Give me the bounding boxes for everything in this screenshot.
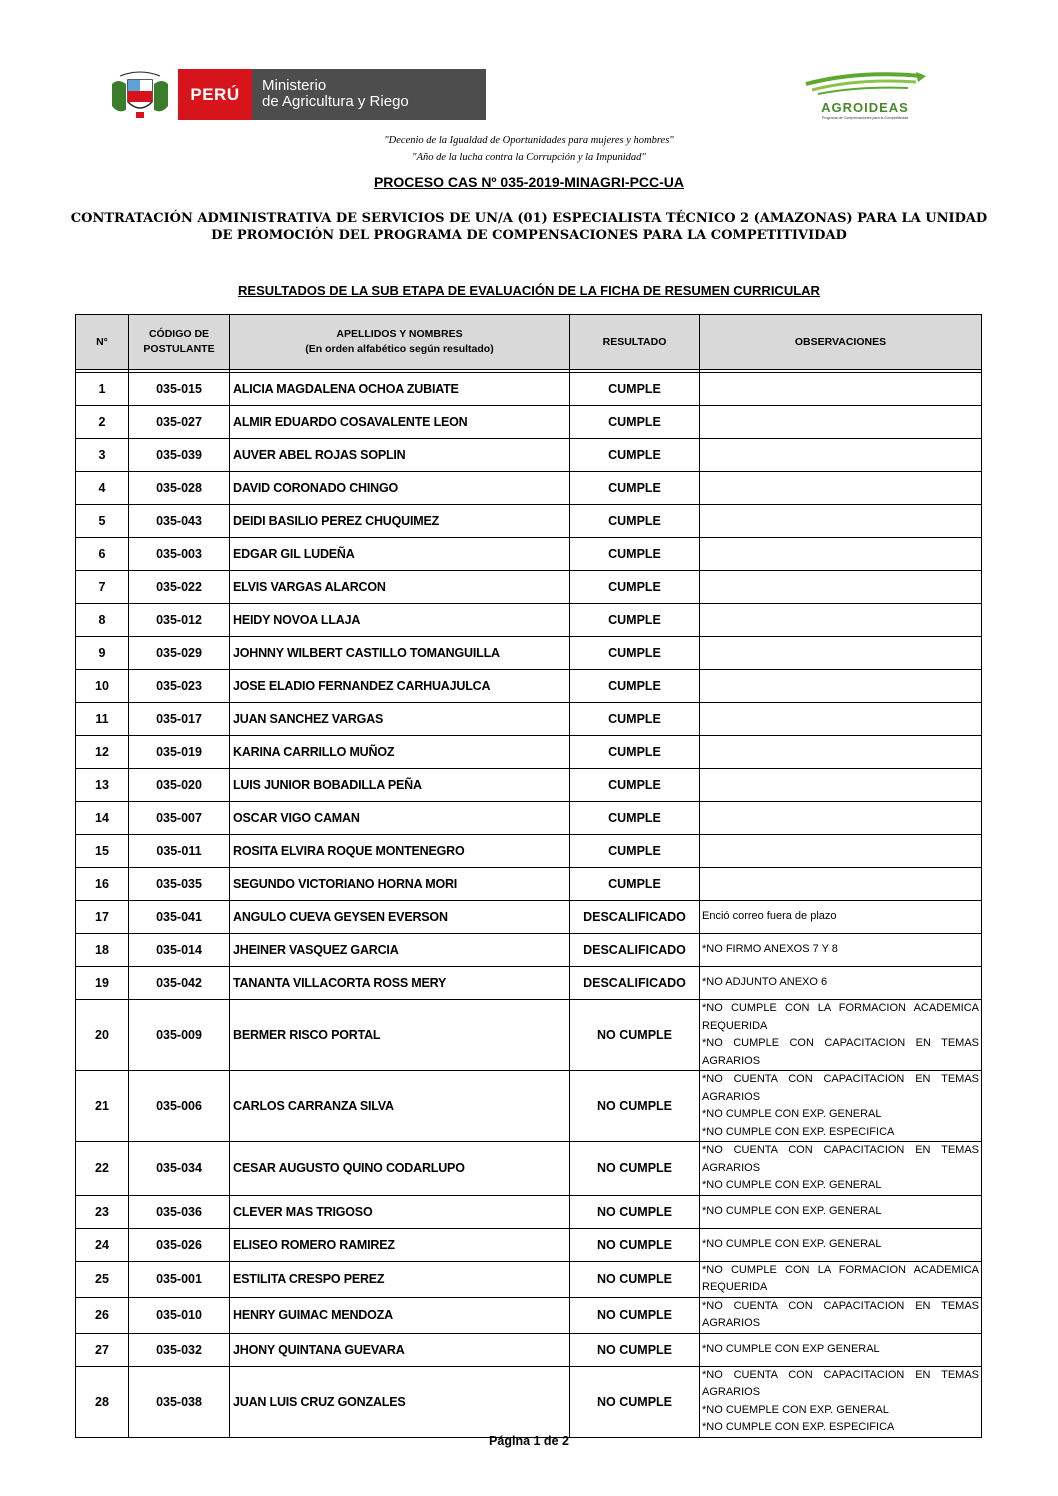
table-row xyxy=(76,1333,982,1366)
table-row xyxy=(76,1142,982,1196)
row-number: 13 xyxy=(76,769,129,802)
row-result: CUMPLE xyxy=(570,604,700,637)
row-result: CUMPLE xyxy=(570,769,700,802)
row-code: 035-010 xyxy=(129,1297,230,1333)
row-observations xyxy=(700,1261,982,1297)
row-code: 035-009 xyxy=(129,1000,230,1071)
row-observations xyxy=(700,835,982,868)
row-observations xyxy=(700,1366,982,1437)
observation-line: *NO CUEMPLE CON EXP. GENERAL xyxy=(702,1403,889,1416)
results-title: RESULTADOS DE LA SUB ETAPA DE EVALUACIÓN DE LA FICHA DE RESUMEN CURRICULAR xyxy=(238,283,820,298)
row-name: AUVER ABEL ROJAS SOPLIN xyxy=(230,439,570,472)
row-observations xyxy=(700,901,982,934)
row-result: NO CUMPLE xyxy=(570,1071,700,1142)
row-number: 9 xyxy=(76,637,129,670)
row-name: SEGUNDO VICTORIANO HORNA MORI xyxy=(230,868,570,901)
row-result: NO CUMPLE xyxy=(570,1261,700,1297)
row-result: CUMPLE xyxy=(570,802,700,835)
table-row xyxy=(76,472,982,505)
table-row xyxy=(76,604,982,637)
row-name: ALMIR EDUARDO COSAVALENTE LEON xyxy=(230,406,570,439)
row-observations xyxy=(700,1142,982,1196)
row-name: ELVIS VARGAS ALARCON xyxy=(230,571,570,604)
peru-coat-of-arms-icon xyxy=(108,70,172,120)
row-number: 26 xyxy=(76,1297,129,1333)
table-row xyxy=(76,934,982,967)
row-number: 5 xyxy=(76,505,129,538)
row-observations xyxy=(700,802,982,835)
row-number: 12 xyxy=(76,736,129,769)
observation-line: *NO CUENTA CON CAPACITACION EN TEMAS AGRARIOS xyxy=(702,1299,979,1329)
row-number: 28 xyxy=(76,1366,129,1437)
row-number: 15 xyxy=(76,835,129,868)
row-observations xyxy=(700,769,982,802)
row-result: CUMPLE xyxy=(570,571,700,604)
row-observations xyxy=(700,472,982,505)
row-number: 21 xyxy=(76,1071,129,1142)
row-name: ELISEO ROMERO RAMIREZ xyxy=(230,1228,570,1261)
row-name: HEIDY NOVOA LLAJA xyxy=(230,604,570,637)
row-result: CUMPLE xyxy=(570,439,700,472)
row-number: 7 xyxy=(76,571,129,604)
row-name: CLEVER MAS TRIGOSO xyxy=(230,1195,570,1228)
row-code: 035-014 xyxy=(129,934,230,967)
row-result: NO CUMPLE xyxy=(570,1297,700,1333)
row-code: 035-011 xyxy=(129,835,230,868)
row-observations xyxy=(700,505,982,538)
row-code: 035-026 xyxy=(129,1228,230,1261)
row-number: 24 xyxy=(76,1228,129,1261)
row-code: 035-042 xyxy=(129,967,230,1000)
header-nombres: APELLIDOS Y NOMBRES (En orden alfabético según resultado) xyxy=(230,315,570,370)
row-name: DAVID CORONADO CHINGO xyxy=(230,472,570,505)
row-code: 035-035 xyxy=(129,868,230,901)
process-title: PROCESO CAS Nº 035-2019-MINAGRI-PCC-UA xyxy=(373,174,685,190)
row-name: LUIS JUNIOR BOBADILLA PEÑA xyxy=(230,769,570,802)
row-observations xyxy=(700,934,982,967)
row-name: EDGAR GIL LUDEÑA xyxy=(230,538,570,571)
row-observations xyxy=(700,1000,982,1071)
row-result: CUMPLE xyxy=(570,835,700,868)
row-observations xyxy=(700,637,982,670)
row-observations xyxy=(700,1333,982,1366)
row-code: 035-003 xyxy=(129,538,230,571)
observation-line: Enció correo fuera de plazo xyxy=(702,910,837,923)
table-row xyxy=(76,1228,982,1261)
row-observations xyxy=(700,439,982,472)
observation-line: *NO CUMPLE CON LA FORMACION ACADEMICA REQUERIDA xyxy=(702,1263,979,1293)
row-result: CUMPLE xyxy=(570,868,700,901)
row-name: DEIDI BASILIO PEREZ CHUQUIMEZ xyxy=(230,505,570,538)
row-code: 035-027 xyxy=(129,406,230,439)
row-number: 6 xyxy=(76,538,129,571)
row-result: DESCALIFICADO xyxy=(570,934,700,967)
row-name: JHEINER VASQUEZ GARCIA xyxy=(230,934,570,967)
row-result: DESCALIFICADO xyxy=(570,901,700,934)
agroideas-tagline: Programa de Compensaciones para la Competitividad xyxy=(821,116,909,120)
row-name: JUAN LUIS CRUZ GONZALES xyxy=(230,1366,570,1437)
row-name: JOHNNY WILBERT CASTILLO TOMANGUILLA xyxy=(230,637,570,670)
observation-line: *NO CUMPLE CON EXP GENERAL xyxy=(702,1342,880,1355)
row-name: JOSE ELADIO FERNANDEZ CARHUAJULCA xyxy=(230,670,570,703)
table-row xyxy=(76,571,982,604)
row-name: ESTILITA CRESPO PEREZ xyxy=(230,1261,570,1297)
row-result: NO CUMPLE xyxy=(570,1366,700,1437)
row-code: 035-041 xyxy=(129,901,230,934)
table-row xyxy=(76,1297,982,1333)
row-result: CUMPLE xyxy=(570,703,700,736)
row-number: 11 xyxy=(76,703,129,736)
row-code: 035-029 xyxy=(129,637,230,670)
row-name: ROSITA ELVIRA ROQUE MONTENEGRO xyxy=(230,835,570,868)
row-result: CUMPLE xyxy=(570,472,700,505)
row-number: 16 xyxy=(76,868,129,901)
observation-line: *NO CUMPLE CON EXP. GENERAL xyxy=(702,1108,882,1120)
row-number: 10 xyxy=(76,670,129,703)
row-number: 19 xyxy=(76,967,129,1000)
observation-line: *NO CUMPLE CON EXP. GENERAL xyxy=(702,1237,882,1250)
row-result: CUMPLE xyxy=(570,373,700,406)
row-code: 035-019 xyxy=(129,736,230,769)
observation-line: *NO ADJUNTO ANEXO 6 xyxy=(702,976,828,989)
motto-decenio: "Decenio de la Igualdad de Oportunidades para mujeres y hombres" xyxy=(384,135,674,146)
row-result: CUMPLE xyxy=(570,736,700,769)
table-header-row xyxy=(76,315,982,370)
row-number: 25 xyxy=(76,1261,129,1297)
page-footer: Página 1 de 2 xyxy=(489,1434,569,1448)
row-number: 3 xyxy=(76,439,129,472)
observation-line: *NO CUENTA CON CAPACITACION EN TEMAS AGRARIOS xyxy=(702,1368,979,1398)
row-number: 1 xyxy=(76,373,129,406)
row-result: NO CUMPLE xyxy=(570,1195,700,1228)
row-name: HENRY GUIMAC MENDOZA xyxy=(230,1297,570,1333)
observation-line: *NO CUMPLE CON EXP. GENERAL xyxy=(702,1204,882,1217)
row-result: NO CUMPLE xyxy=(570,1142,700,1196)
row-result: CUMPLE xyxy=(570,538,700,571)
row-number: 18 xyxy=(76,934,129,967)
row-name: KARINA CARRILLO MUÑOZ xyxy=(230,736,570,769)
table-row xyxy=(76,736,982,769)
table-row xyxy=(76,703,982,736)
table-row xyxy=(76,1366,982,1437)
row-name: ALICIA MAGDALENA OCHOA ZUBIATE xyxy=(230,373,570,406)
row-observations xyxy=(700,406,982,439)
table-row xyxy=(76,1261,982,1297)
row-result: NO CUMPLE xyxy=(570,1000,700,1071)
contract-title: CONTRATACIÓN ADMINISTRATIVA DE SERVICIOS DE UN/A (01) ESPECIALISTA TÉCNICO 2 (AMAZONAS) PARA LA UNIDAD DE PROMOCIÓN DEL PROGRAMA DE COMPENSACIONES PARA LA COMPETITIVIDAD xyxy=(70,211,988,243)
row-observations xyxy=(700,703,982,736)
row-code: 035-001 xyxy=(129,1261,230,1297)
observation-line: *NO CUMPLE CON CAPACITACION EN TEMAS AGRARIOS xyxy=(702,1037,979,1067)
agroideas-label: AGROIDEAS xyxy=(821,100,909,115)
row-result: DESCALIFICADO xyxy=(570,967,700,1000)
row-name: CARLOS CARRANZA SILVA xyxy=(230,1071,570,1142)
row-name: BERMER RISCO PORTAL xyxy=(230,1000,570,1071)
header-resultado: RESULTADO xyxy=(570,315,700,370)
peru-label: PERÚ xyxy=(178,69,252,120)
row-code: 035-032 xyxy=(129,1333,230,1366)
motto-anio: "Año de la lucha contra la Corrupción y la Impunidad" xyxy=(412,152,646,163)
row-result: CUMPLE xyxy=(570,406,700,439)
table-row xyxy=(76,1000,982,1071)
row-number: 14 xyxy=(76,802,129,835)
results-table xyxy=(75,314,982,1438)
row-code: 035-028 xyxy=(129,472,230,505)
row-result: CUMPLE xyxy=(570,505,700,538)
table-row xyxy=(76,439,982,472)
row-name: JHONY QUINTANA GUEVARA xyxy=(230,1333,570,1366)
table-row xyxy=(76,1071,982,1142)
table-row xyxy=(76,505,982,538)
table-row xyxy=(76,637,982,670)
row-code: 035-023 xyxy=(129,670,230,703)
row-number: 2 xyxy=(76,406,129,439)
table-row xyxy=(76,670,982,703)
row-observations xyxy=(700,571,982,604)
row-observations xyxy=(700,1297,982,1333)
row-code: 035-043 xyxy=(129,505,230,538)
row-name: TANANTA VILLACORTA ROSS MERY xyxy=(230,967,570,1000)
row-observations xyxy=(700,967,982,1000)
table-row xyxy=(76,373,982,406)
observation-line: *NO CUMPLE CON EXP. GENERAL xyxy=(702,1179,882,1191)
row-code: 035-007 xyxy=(129,802,230,835)
row-observations xyxy=(700,670,982,703)
ministry-logo xyxy=(178,69,486,120)
observation-line: *NO FIRMO ANEXOS 7 Y 8 xyxy=(702,943,838,956)
header-num: N° xyxy=(76,315,129,370)
row-observations xyxy=(700,1071,982,1142)
table-row xyxy=(76,769,982,802)
ministry-name: Ministerio de Agricultura y Riego xyxy=(252,69,486,120)
row-name: CESAR AUGUSTO QUINO CODARLUPO xyxy=(230,1142,570,1196)
table-row xyxy=(76,1195,982,1228)
row-number: 20 xyxy=(76,1000,129,1071)
row-observations xyxy=(700,868,982,901)
row-code: 035-036 xyxy=(129,1195,230,1228)
row-result: CUMPLE xyxy=(570,670,700,703)
row-observations xyxy=(700,1195,982,1228)
row-observations xyxy=(700,538,982,571)
observation-line: *NO CUMPLE CON LA FORMACION ACADEMICA REQUERIDA xyxy=(702,1002,979,1032)
row-number: 17 xyxy=(76,901,129,934)
row-code: 035-020 xyxy=(129,769,230,802)
table-row xyxy=(76,835,982,868)
row-code: 035-012 xyxy=(129,604,230,637)
observation-line: *NO CUMPLE CON EXP. ESPECIFICA xyxy=(702,1421,895,1433)
observation-line: *NO CUMPLE CON EXP. ESPECIFICA xyxy=(702,1125,895,1138)
table-row xyxy=(76,538,982,571)
row-number: 8 xyxy=(76,604,129,637)
observation-line: *NO CUENTA CON CAPACITACION EN TEMAS AGRARIOS xyxy=(702,1144,979,1174)
row-number: 4 xyxy=(76,472,129,505)
row-code: 035-006 xyxy=(129,1071,230,1142)
row-code: 035-015 xyxy=(129,373,230,406)
row-result: CUMPLE xyxy=(570,637,700,670)
header-observaciones: OBSERVACIONES xyxy=(700,315,982,370)
row-code: 035-038 xyxy=(129,1366,230,1437)
agroideas-logo xyxy=(798,70,932,120)
row-code: 035-039 xyxy=(129,439,230,472)
row-name: OSCAR VIGO CAMAN xyxy=(230,802,570,835)
observation-line: *NO CUENTA CON CAPACITACION EN TEMAS AGRARIOS xyxy=(702,1073,979,1103)
row-number: 23 xyxy=(76,1195,129,1228)
table-row xyxy=(76,868,982,901)
row-observations xyxy=(700,1228,982,1261)
row-observations xyxy=(700,604,982,637)
row-observations xyxy=(700,736,982,769)
row-code: 035-034 xyxy=(129,1142,230,1196)
row-code: 035-022 xyxy=(129,571,230,604)
table-row xyxy=(76,406,982,439)
table-row xyxy=(76,802,982,835)
row-result: NO CUMPLE xyxy=(570,1228,700,1261)
header-codigo: CÓDIGO DE POSTULANTE xyxy=(129,315,230,370)
table-row xyxy=(76,901,982,934)
row-result: NO CUMPLE xyxy=(570,1333,700,1366)
row-number: 22 xyxy=(76,1142,129,1196)
row-name: JUAN SANCHEZ VARGAS xyxy=(230,703,570,736)
table-row xyxy=(76,967,982,1000)
row-code: 035-017 xyxy=(129,703,230,736)
row-observations xyxy=(700,373,982,406)
row-number: 27 xyxy=(76,1333,129,1366)
row-name: ANGULO CUEVA GEYSEN EVERSON xyxy=(230,901,570,934)
